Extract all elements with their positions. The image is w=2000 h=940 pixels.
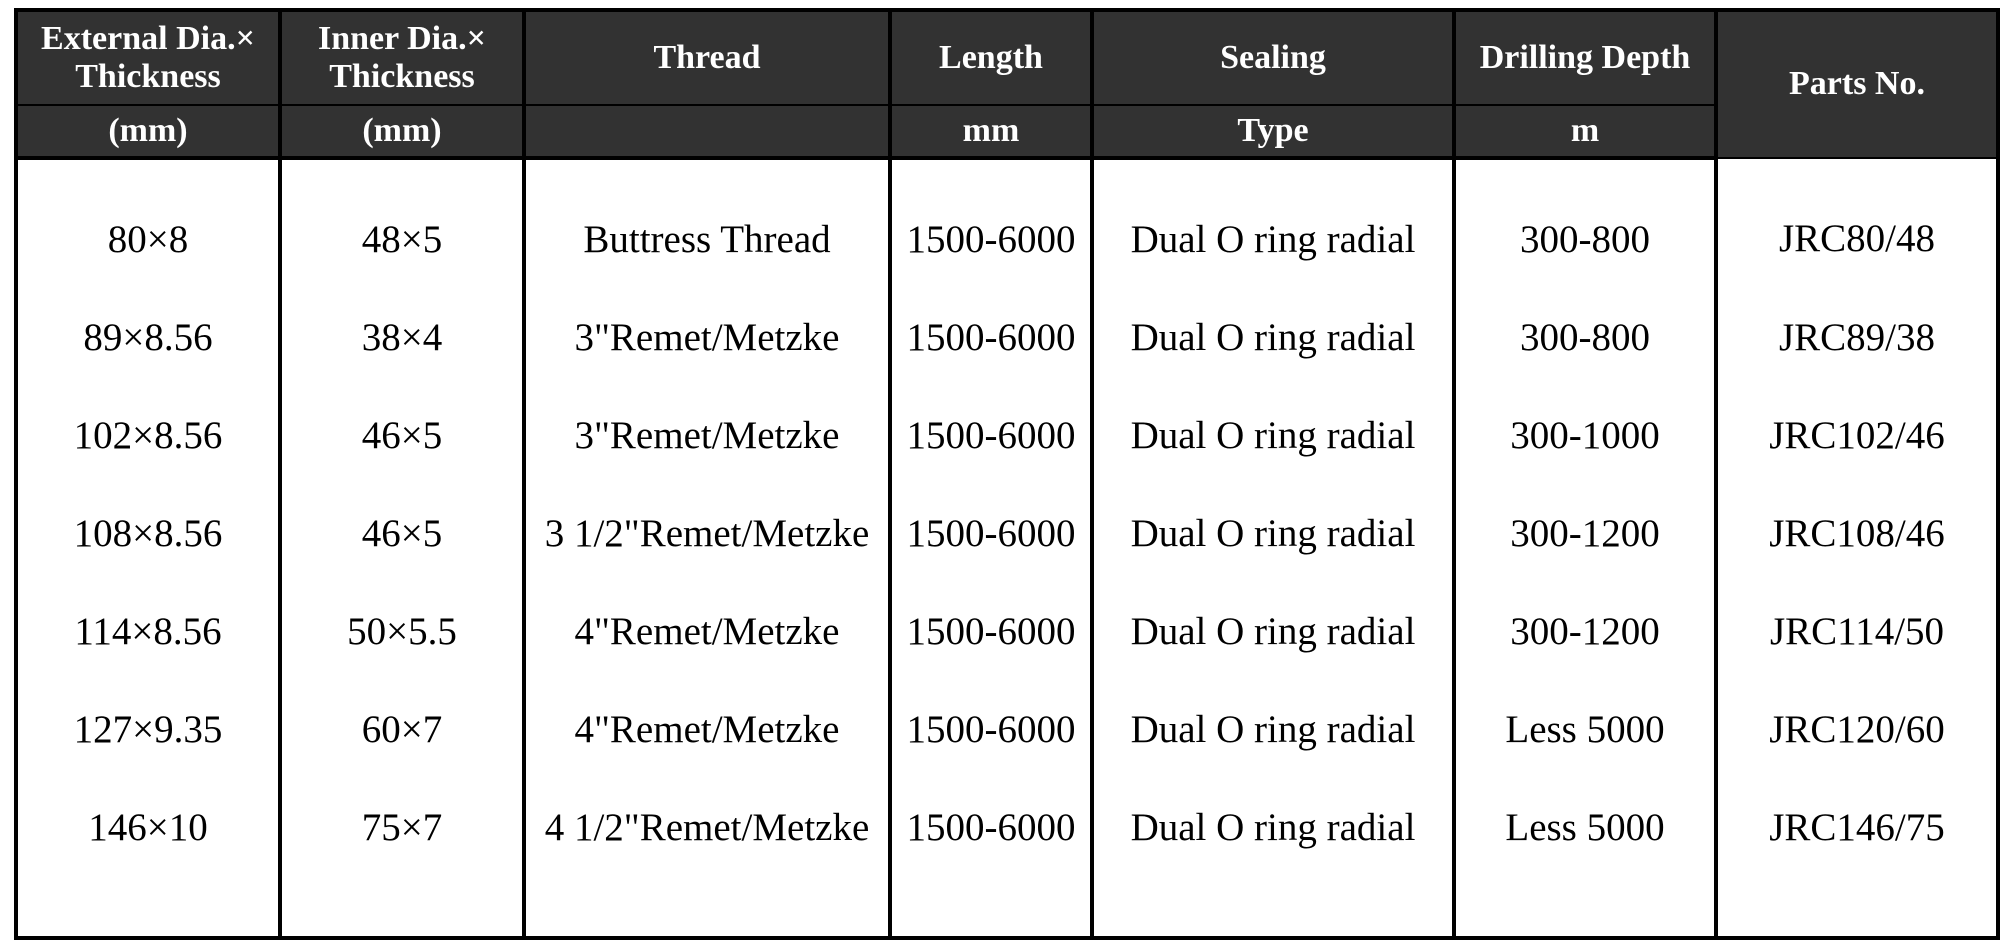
- table-row: [16, 288, 1998, 386]
- cell-external-dia: 127×9.35: [16, 680, 280, 778]
- header-parts-no-text: Parts No.: [1789, 65, 1925, 103]
- header-drilling-depth: [1454, 10, 1716, 105]
- header-inner-dia: [280, 10, 524, 105]
- table-header: [16, 10, 1998, 158]
- cell-inner-dia: 50×5.5: [280, 582, 524, 680]
- cell-thread: 4"Remet/Metzke: [524, 582, 890, 680]
- cell-sealing: Dual O ring radial: [1092, 288, 1454, 386]
- cell-length: 1500-6000: [890, 288, 1092, 386]
- cell-sealing: Dual O ring radial: [1092, 158, 1454, 288]
- table-row: [16, 582, 1998, 680]
- cell-sealing: Dual O ring radial: [1092, 484, 1454, 582]
- cell-drilling-depth: 300-1200: [1454, 582, 1716, 680]
- cell-drilling-depth: Less 5000: [1454, 778, 1716, 938]
- cell-thread: Buttress Thread: [524, 158, 890, 288]
- cell-drilling-depth: 300-1200: [1454, 484, 1716, 582]
- cell-parts-no: JRC89/38: [1716, 288, 1998, 386]
- cell-thread: 3 1/2"Remet/Metzke: [524, 484, 890, 582]
- cell-length: 1500-6000: [890, 484, 1092, 582]
- table-row: [16, 386, 1998, 484]
- header-length-text: Length: [939, 38, 1043, 76]
- cell-thread: 3"Remet/Metzke: [524, 386, 890, 484]
- cell-length: 1500-6000: [890, 778, 1092, 938]
- cell-sealing: Dual O ring radial: [1092, 582, 1454, 680]
- cell-parts-no: JRC102/46: [1716, 386, 1998, 484]
- cell-drilling-depth: 300-800: [1454, 158, 1716, 288]
- subheader-external-dia-unit: (mm): [16, 105, 280, 158]
- cell-thread: 4"Remet/Metzke: [524, 680, 890, 778]
- cell-drilling-depth: 300-1000: [1454, 386, 1716, 484]
- cell-external-dia: 80×8: [16, 158, 280, 288]
- cell-external-dia: 102×8.56: [16, 386, 280, 484]
- cell-length: 1500-6000: [890, 386, 1092, 484]
- table-body: [16, 158, 1998, 938]
- table-row: [16, 778, 1998, 938]
- cell-drilling-depth: Less 5000: [1454, 680, 1716, 778]
- cell-sealing: Dual O ring radial: [1092, 386, 1454, 484]
- cell-external-dia: 146×10: [16, 778, 280, 938]
- cell-parts-no: JRC120/60: [1716, 680, 1998, 778]
- spec-table-container: [14, 8, 1996, 922]
- header-inner-dia-text: Inner Dia.× Thickness: [318, 19, 486, 95]
- header-length: [890, 10, 1092, 105]
- cell-inner-dia: 46×5: [280, 484, 524, 582]
- cell-parts-no: JRC146/75: [1716, 778, 1998, 938]
- cell-thread: 4 1/2"Remet/Metzke: [524, 778, 890, 938]
- cell-parts-no: JRC114/50: [1716, 582, 1998, 680]
- cell-external-dia: 108×8.56: [16, 484, 280, 582]
- table-row: [16, 484, 1998, 582]
- cell-external-dia: 114×8.56: [16, 582, 280, 680]
- cell-inner-dia: 75×7: [280, 778, 524, 938]
- header-sealing: [1092, 10, 1454, 105]
- header-row-top: [16, 10, 1998, 105]
- table-row: [16, 680, 1998, 778]
- cell-thread: 3"Remet/Metzke: [524, 288, 890, 386]
- subheader-depth-unit: m: [1454, 105, 1716, 158]
- header-external-dia: [16, 10, 280, 105]
- cell-parts-no: JRC80/48: [1716, 158, 1998, 288]
- header-drilling-depth-text: Drilling Depth: [1479, 38, 1691, 76]
- cell-inner-dia: 38×4: [280, 288, 524, 386]
- subheader-length-unit: mm: [890, 105, 1092, 158]
- cell-length: 1500-6000: [890, 158, 1092, 288]
- subheader-inner-dia-unit: (mm): [280, 105, 524, 158]
- cell-inner-dia: 60×7: [280, 680, 524, 778]
- header-external-dia-text: External Dia.× Thickness: [41, 19, 255, 95]
- cell-parts-no: JRC108/46: [1716, 484, 1998, 582]
- subheader-sealing-type: Type: [1092, 105, 1454, 158]
- cell-drilling-depth: 300-800: [1454, 288, 1716, 386]
- table-row: [16, 158, 1998, 288]
- cell-sealing: Dual O ring radial: [1092, 778, 1454, 938]
- drill-rod-spec-table: [14, 8, 2000, 940]
- cell-external-dia: 89×8.56: [16, 288, 280, 386]
- cell-inner-dia: 48×5: [280, 158, 524, 288]
- header-parts-no: [1716, 10, 1998, 158]
- header-thread-text: Thread: [653, 38, 761, 76]
- cell-sealing: Dual O ring radial: [1092, 680, 1454, 778]
- cell-inner-dia: 46×5: [280, 386, 524, 484]
- subheader-thread: [524, 105, 890, 158]
- header-sealing-text: Sealing: [1220, 38, 1326, 76]
- cell-length: 1500-6000: [890, 680, 1092, 778]
- cell-length: 1500-6000: [890, 582, 1092, 680]
- header-row-sub: [16, 105, 1998, 158]
- header-thread: [524, 10, 890, 105]
